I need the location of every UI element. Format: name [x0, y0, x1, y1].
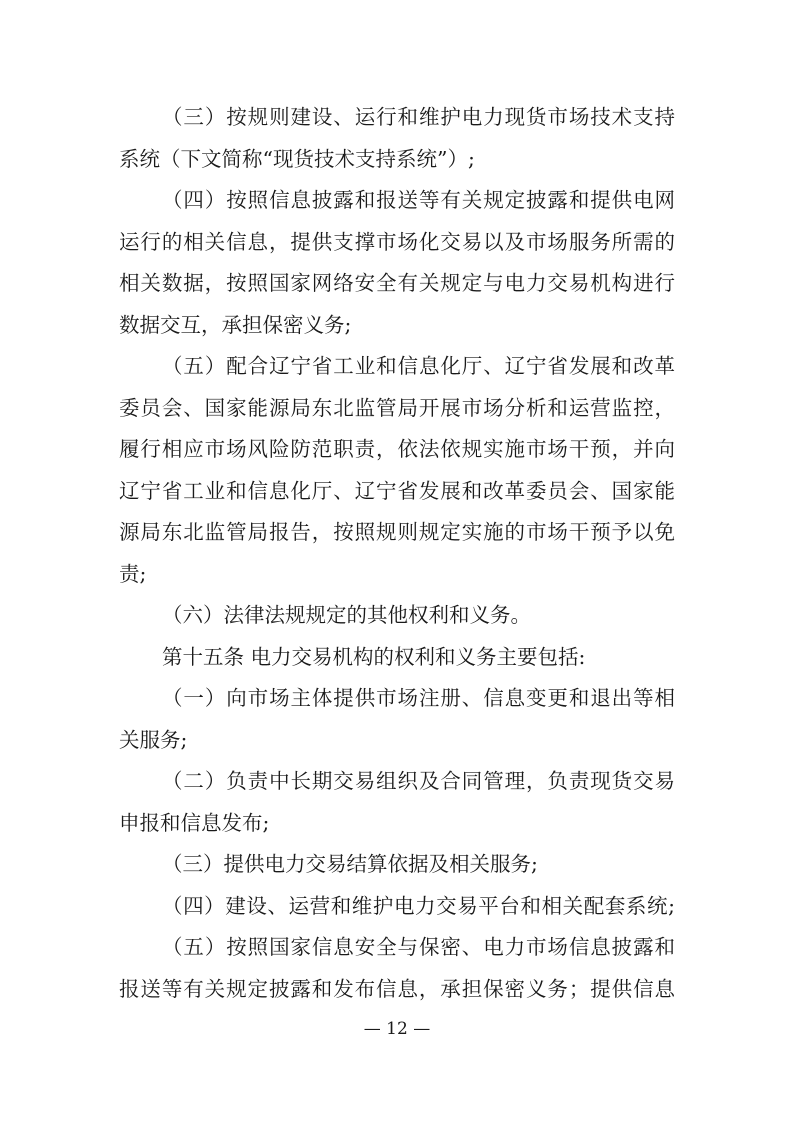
- paragraph-line: 履行相应市场风险防范职责，依法依规实施市场干预，并向: [119, 437, 675, 461]
- paragraph-line: 委员会、国家能源局东北监管局开展市场分析和运营监控，: [119, 396, 675, 420]
- paragraph-line: 数据交互，承担保密义务;: [119, 313, 352, 337]
- paragraph-line: （四）按照信息披露和报送等有关规定披露和提供电网: [162, 188, 675, 212]
- paragraph-line: 辽宁省工业和信息化厅、辽宁省发展和改革委员会、国家能: [119, 479, 675, 503]
- paragraph-line: 运行的相关信息，提供支撑市场化交易以及市场服务所需的: [119, 230, 675, 254]
- paragraph-line: （五）按照国家信息安全与保密、电力市场信息披露和: [162, 935, 675, 959]
- paragraph-line: 责;: [119, 562, 147, 586]
- paragraph-line: （一）向市场主体提供市场注册、信息变更和退出等相: [162, 686, 675, 710]
- article-heading-line: 第十五条 电力交易机构的权利和义务主要包括:: [162, 645, 586, 669]
- paragraph-line: （六）法律法规规定的其他权利和义务。: [162, 603, 531, 627]
- page-number: — 12 —: [363, 1019, 431, 1039]
- paragraph-line: （五）配合辽宁省工业和信息化厅、辽宁省发展和改革: [162, 354, 675, 378]
- paragraph-line: （三）按规则建设、运行和维护电力现货市场技术支持: [162, 105, 675, 129]
- paragraph-line: 源局东北监管局报告，按照规则规定实施的市场干预予以免: [119, 520, 675, 544]
- paragraph-line: 系统（下文简称“现货技术支持系统”）;: [119, 147, 475, 171]
- paragraph-line: （二）负责中长期交易组织及合同管理，负责现货交易: [162, 769, 675, 793]
- paragraph-line: 报送等有关规定披露和发布信息，承担保密义务；提供信息: [119, 977, 675, 1001]
- paragraph-line: （四）建设、运营和维护电力交易平台和相关配套系统;: [162, 894, 675, 918]
- paragraph-line: 相关数据，按照国家网络安全有关规定与电力交易机构进行: [119, 271, 675, 295]
- paragraph-line: 关服务;: [119, 728, 188, 752]
- paragraph-line: 申报和信息发布;: [119, 811, 270, 835]
- paragraph-line: （三）提供电力交易结算依据及相关服务;: [162, 852, 538, 876]
